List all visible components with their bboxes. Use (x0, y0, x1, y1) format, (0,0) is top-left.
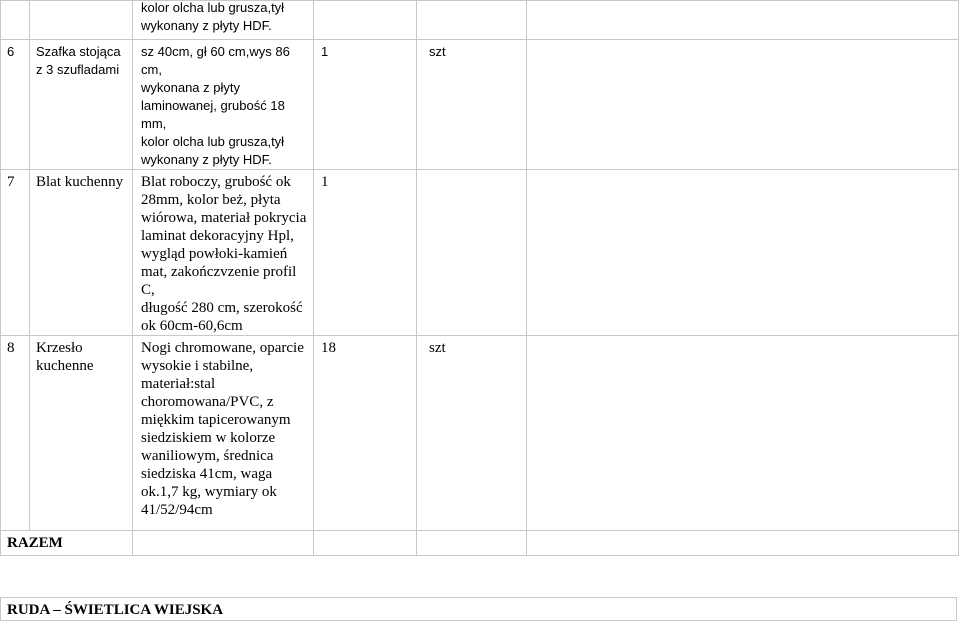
cell-unit (417, 170, 527, 336)
description-line: siedziska 41cm, waga (141, 466, 273, 482)
cell-description (133, 40, 314, 170)
description-line: 28mm, kolor beż, płyta (141, 192, 281, 208)
cell-empty (527, 40, 959, 170)
cell-qty (314, 40, 417, 170)
item-qty: 1 (321, 174, 329, 190)
item-qty: 18 (321, 340, 336, 356)
description-line: Blat roboczy, grubość ok (141, 174, 291, 190)
item-name-line: Blat kuchenny (36, 174, 124, 190)
description-line: waniliowym, średnica (141, 448, 274, 464)
cell-qty (314, 336, 417, 531)
description-line: choromowana/PVC, z (141, 394, 274, 410)
cell-empty (314, 531, 417, 556)
item-name-line: Krzesło (36, 340, 83, 356)
item-number: 6 (7, 44, 15, 59)
cell-empty (527, 1, 959, 40)
description-line: laminowanej, grubość 18 mm, (141, 98, 285, 131)
summary-label-cell (1, 531, 133, 556)
item-name-line: z 3 szufladami (36, 62, 120, 77)
cell-description (133, 336, 314, 531)
description-line: laminat dekoracyjny Hpl, (141, 228, 294, 244)
cell-no (1, 40, 30, 170)
section-heading: RUDA – ŚWIETLICA WIEJSKA (7, 602, 224, 618)
summary-label: RAZEM (7, 535, 63, 551)
description-line: wysokie i stabilne, (141, 358, 254, 374)
item-unit: szt (429, 44, 446, 59)
table-row (1, 170, 959, 336)
summary-row (1, 531, 959, 556)
cell-empty (417, 531, 527, 556)
cell-unit (417, 1, 527, 40)
cell-no (1, 336, 30, 531)
description-line: kolor olcha lub grusza,tył (141, 134, 285, 149)
description-line: wykonany z płyty HDF. (141, 18, 272, 33)
cell-no (1, 1, 30, 40)
description-line: miękkim tapicerowanym (141, 412, 291, 428)
cell-empty (527, 170, 959, 336)
cell-qty (314, 170, 417, 336)
description-line: wykonana z płyty (141, 80, 240, 95)
description-line: ok.1,7 kg, wymiary ok (141, 484, 277, 500)
cell-empty (133, 531, 314, 556)
description-line: mat, zakończvzenie profil C, (141, 264, 297, 298)
description-line: wiórowa, materiał pokrycia (141, 210, 307, 226)
description-line: kolor olcha lub grusza,tył (141, 0, 285, 15)
description-line: materiał:stal (141, 376, 216, 392)
item-name-line: Szafka stojąca (36, 44, 121, 59)
cell-no (1, 170, 30, 336)
table-row (1, 40, 959, 170)
description-line: sz 40cm, gł 60 cm,wys 86 cm, (141, 44, 290, 77)
description-line: wygląd powłoki-kamień (141, 246, 288, 262)
description-line: Nogi chromowane, oparcie (141, 340, 304, 356)
cell-unit (417, 40, 527, 170)
item-qty: 1 (321, 44, 329, 59)
description-line: ok 60cm-60,6cm (141, 318, 243, 334)
description-line: wykonany z płyty HDF. (141, 152, 272, 167)
table-row-continuation (1, 1, 959, 40)
item-number: 8 (7, 340, 15, 356)
table-row (1, 336, 959, 531)
section-heading-box (0, 597, 957, 621)
cell-name (30, 170, 133, 336)
cell-empty (527, 336, 959, 531)
cell-name (30, 1, 133, 40)
item-name-line: kuchenne (36, 358, 94, 374)
description-line: długość 280 cm, szerokość (141, 300, 303, 316)
description-line: 41/52/94cm (141, 502, 213, 518)
cell-name (30, 40, 133, 170)
cell-description (133, 1, 314, 40)
cell-description (133, 170, 314, 336)
item-number: 7 (7, 174, 15, 190)
cell-qty (314, 1, 417, 40)
description-line: siedziskiem w kolorze (141, 430, 276, 446)
item-unit: szt (429, 340, 446, 356)
cell-name (30, 336, 133, 531)
cell-empty (527, 531, 959, 556)
cell-unit (417, 336, 527, 531)
